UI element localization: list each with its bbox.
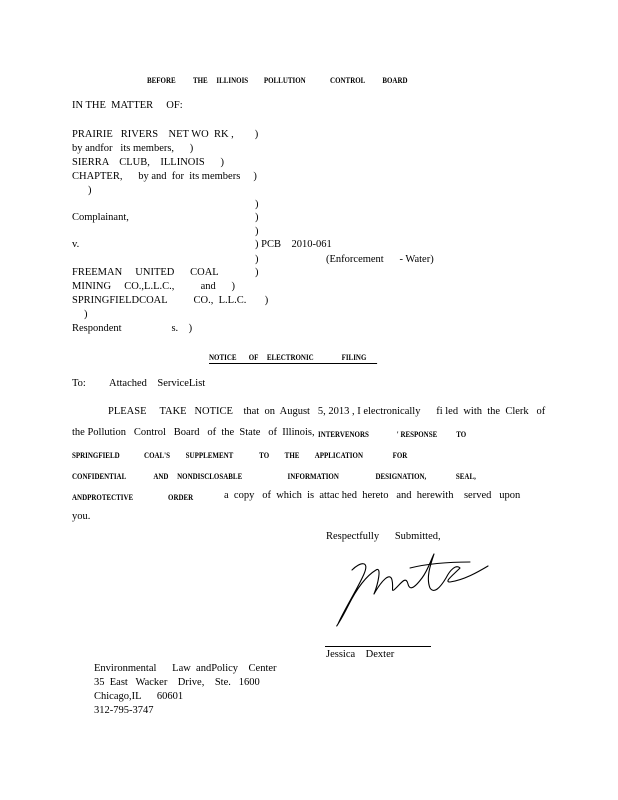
paren-2: ) <box>255 212 259 223</box>
complainant-label: Complainant, <box>72 212 129 223</box>
matter-heading: IN THE MATTER OF: <box>72 100 183 111</box>
signature-line <box>325 646 431 647</box>
board-header: BEFORE THE ILLINOIS POLLUTION CONTROL BOARD <box>147 75 408 85</box>
complainant-line-3: SIERRA CLUB, ILLINOIS ) <box>72 157 224 168</box>
closing: Respectfully Submitted, <box>326 531 441 542</box>
enforcement-label: (Enforcement - Water) <box>326 254 434 265</box>
paren-1: ) <box>255 199 259 210</box>
respondent-line-2: MINING CO.,L.L.C., and ) <box>72 281 236 292</box>
complainant-line-2: by andfor its members, ) <box>72 143 194 154</box>
body-line-2b: INTERVENORS ' RESPONSE TO <box>318 429 467 439</box>
address-org: Environmental Law andPolicy Center <box>94 663 277 674</box>
paren-3: ) <box>255 226 259 237</box>
handwritten-signature <box>330 540 495 630</box>
body-line-6: you. <box>72 511 91 522</box>
body-line-4: CONFIDENTIAL AND NONDISCLOSABLE INFORMATION DESIGNATION, SEAL, <box>72 471 476 481</box>
respondent-label: Respondent s. ) <box>72 323 193 334</box>
notice-title: NOTICE OF ELECTRONIC FILING <box>209 352 377 362</box>
paren-4: ) <box>255 254 259 265</box>
case-number: ) PCB 2010-061 <box>255 239 332 250</box>
body-line-5b: a copy of which is attac hed hereto and herewith served upon <box>224 490 521 501</box>
versus-label: v. <box>72 239 80 250</box>
body-line-1: PLEASE TAKE NOTICE that on August 5, 2013 , I electronically fi led with the Clerk of <box>108 406 546 417</box>
address-phone: 312-795-3747 <box>94 705 154 716</box>
address-city: Chicago,IL 60601 <box>94 691 184 702</box>
signer-name: Jessica Dexter <box>326 649 395 660</box>
respondent-line-1: FREEMAN UNITED COAL <box>72 267 219 278</box>
complainant-line-5: ) <box>88 185 92 196</box>
paren-5: ) <box>255 267 259 278</box>
respondent-line-4: ) <box>84 309 88 320</box>
to-value: Attached ServiceList <box>109 378 206 389</box>
respondent-line-3: SPRINGFIELDCOAL CO., L.L.C. ) <box>72 295 269 306</box>
body-line-3: SPRINGFIELD COAL'S SUPPLEMENT TO THE APPLICATION FOR <box>72 450 408 460</box>
complainant-line-4: CHAPTER, by and for its members ) <box>72 171 257 182</box>
to-label: To: <box>72 378 86 389</box>
address-street: 35 East Wacker Drive, Ste. 1600 <box>94 677 260 688</box>
complainant-line-1: PRAIRIE RIVERS NET WO RK , ) <box>72 129 259 140</box>
body-line-5a: ANDPROTECTIVE ORDER <box>72 492 194 502</box>
body-line-2a: the Pollution Control Board of the State of Illinois, <box>72 427 315 438</box>
